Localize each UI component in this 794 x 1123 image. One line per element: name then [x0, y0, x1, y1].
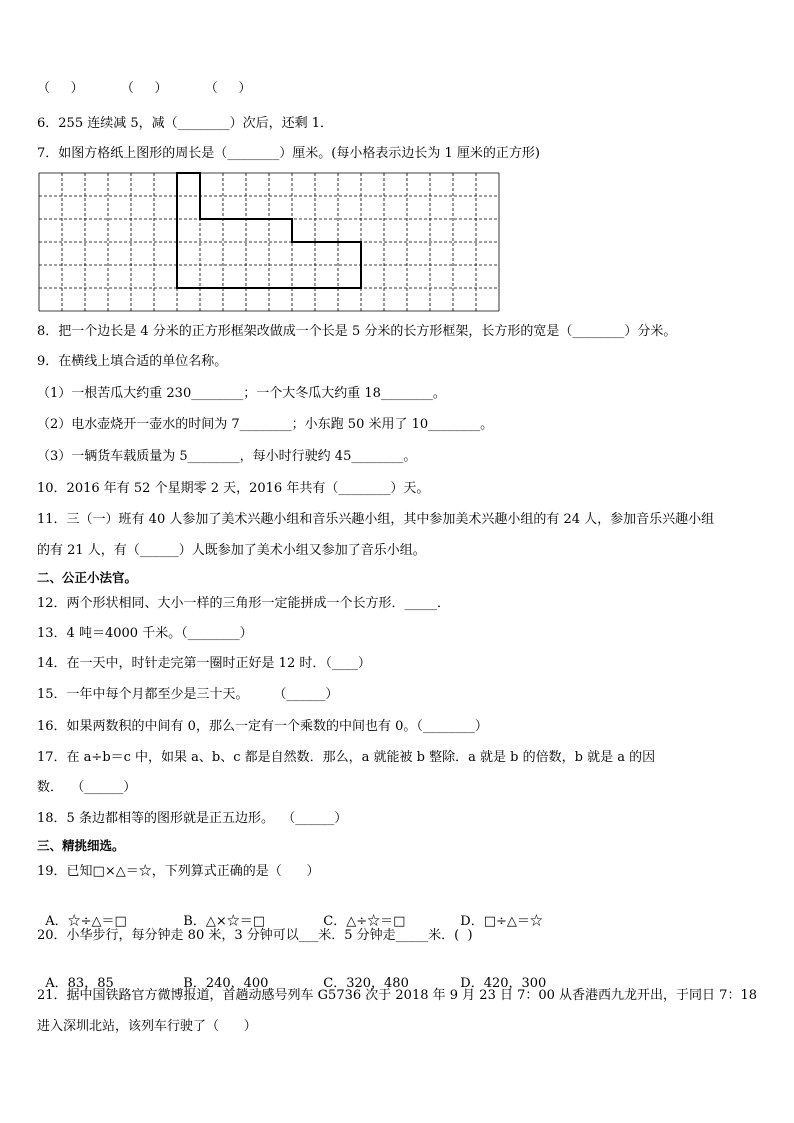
question-11-line2: 的有 21 人，有（______）人既参加了美术小组又参加了音乐小组。: [37, 543, 426, 558]
question-12: 12．两个形状相同、大小一样的三角形一定能拼成一个长方形．_____．: [37, 596, 451, 611]
question-8: 8．把一个边长是 4 分米的正方形框架改做成一个长是 5 分米的长方形框架，长方形的宽是（________）分米。: [37, 324, 677, 339]
question-10: 10．2016 年有 52 个星期零 2 天，2016 年共有（________）天。: [37, 481, 430, 496]
option-a: A．☆÷△＝□: [45, 914, 127, 929]
grid-figure: [38, 172, 503, 312]
option-c: C．320，480: [323, 976, 409, 991]
question-13: 13．4 吨＝4000 千米。（________）: [37, 626, 253, 641]
question-19-options: [37, 895, 543, 931]
question-15: 15．一年中每个月都至少是三十天。 （______）: [37, 687, 339, 702]
option-c: C．△÷☆＝□: [323, 914, 406, 929]
question-19: 19．已知□×△＝☆，下列算式正确的是（ ）: [37, 864, 320, 879]
question-7: 7．如图方格纸上图形的周长是（________）厘米。(每小格表示边长为 1 厘米的正方形): [37, 146, 540, 161]
question-21-line2: 进入深圳北站，该列车行驶了（ ）: [37, 1019, 257, 1034]
question-16: 16．如果两数积的中间有 0，那么一定有一个乘数的中间也有 0。（________）: [37, 719, 488, 734]
question-18: 18．5 条边都相等的图形就是正五边形。 （______）: [37, 811, 348, 826]
question-17-line1: 17．在 a÷b＝c 中，如果 a、b、c 都是自然数．那么，a 就能被 b 整除．a 就是 b 的倍数，b 就是 a 的因: [37, 750, 656, 765]
option-d: D．420，300: [460, 976, 547, 991]
option-b: B．240，400: [183, 976, 269, 991]
section-2-heading: 二、公正小法官。: [37, 570, 138, 585]
option-d: D．□÷△＝☆: [460, 914, 543, 929]
question-21-line1: 21．据中国铁路官方微博报道，首趟动感号列车 G5736 次于 2018 年 9 月 23 日 7：00 从香港西九龙开出，于同日 7：18: [37, 988, 757, 1003]
option-b: B．△×☆＝□: [183, 914, 265, 929]
option-a: A．83，85: [45, 976, 114, 991]
question-9: 9．在横线上填合适的单位名称。: [37, 354, 228, 369]
question-9-2: （2）电水壶烧开一壶水的时间为 7________；小东跑 50 米用了 10________。: [37, 417, 494, 432]
question-9-3: （3）一辆货车载质量为 5________，每小时行驶约 45________。: [37, 449, 417, 464]
question-14: 14．在一天中，时针走完第一圈时正好是 12 时．（____）: [37, 656, 371, 671]
section-3-heading: 三、精挑细选。: [37, 838, 125, 853]
question-9-1: （1）一根苦瓜大约重 230________；一个大冬瓜大约重 18________。: [37, 386, 446, 401]
question-20: 20．小华步行，每分钟走 80 米，3 分钟可以___米．5 分钟走_____米．( ): [37, 928, 473, 943]
answer-blanks-row: （ ） （ ） （ ）: [37, 81, 252, 96]
question-6: 6．255 连续减 5，减（________）次后，还剩 1．: [37, 116, 334, 131]
question-11-line1: 11．三（一）班有 40 人参加了美术兴趣小组和音乐兴趣小组，其中参加美术兴趣小组的有 24 人，参加音乐兴趣小组: [37, 512, 715, 527]
question-17-line2: 数． （______）: [37, 780, 137, 795]
